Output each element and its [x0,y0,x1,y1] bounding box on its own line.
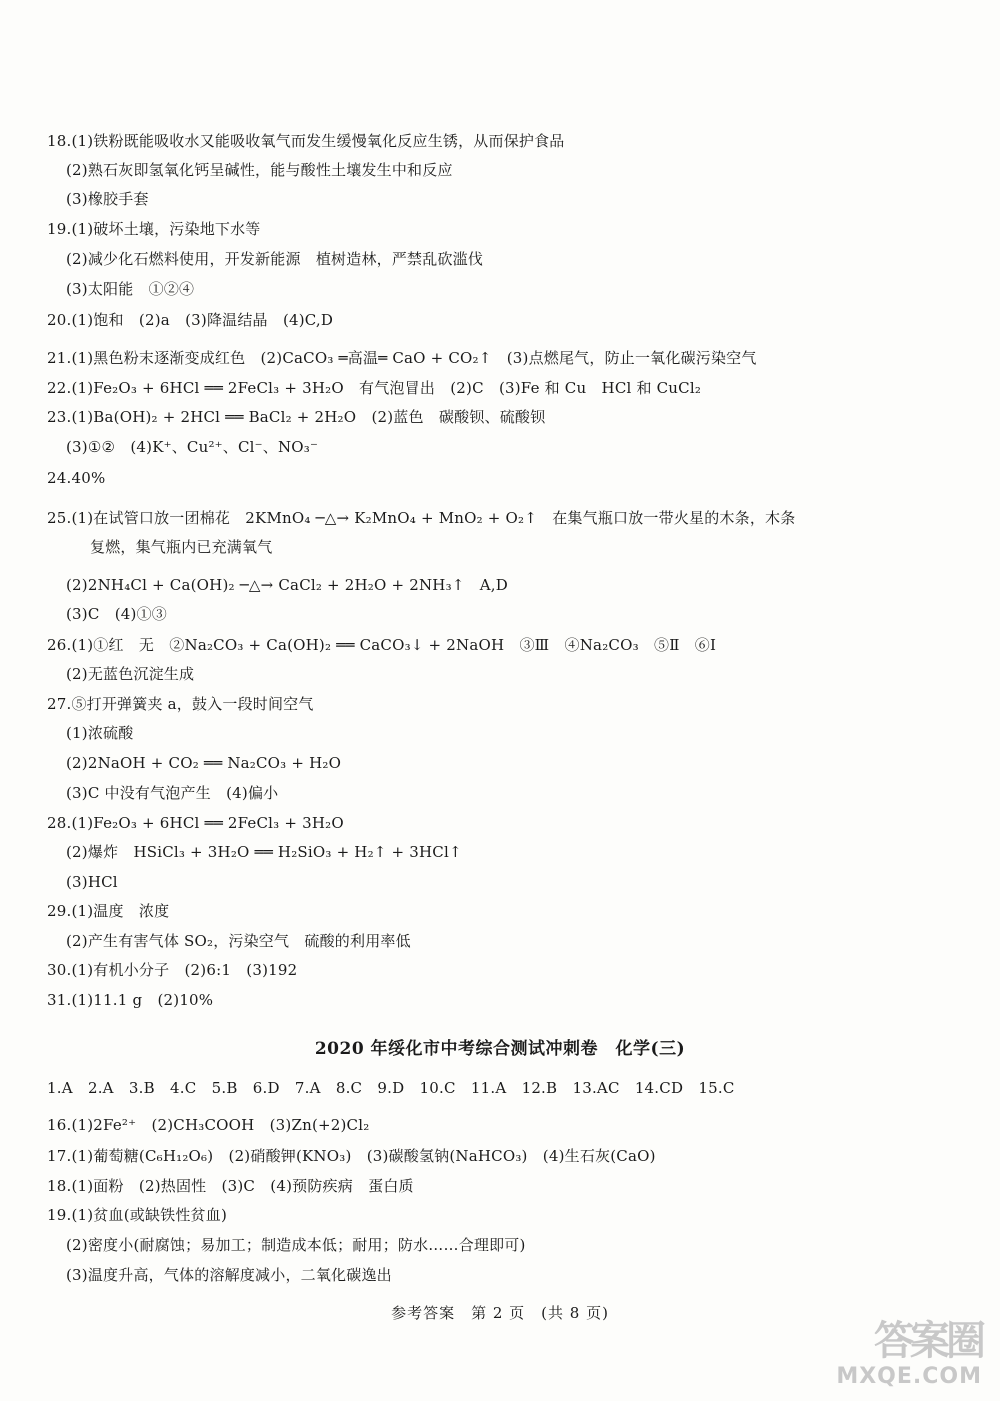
answer-line: (3)太阳能 ①②④ [66,280,195,298]
answer-line: 28.(1)Fe₂O₃ + 6HCl ══ 2FeCl₃ + 3H₂O [47,814,344,832]
answer-line: (1)浓硫酸 [66,724,134,742]
page-footer: 参考答案 第 2 页 (共 8 页) [391,1304,609,1322]
answer-line: 30.(1)有机小分子 (2)6:1 (3)192 [47,961,298,979]
answer-line: 18.(1)面粉 (2)热固性 (3)C (4)预防疾病 蛋白质 [47,1177,414,1195]
answer-line: (2)无蓝色沉淀生成 [66,665,195,683]
answer-line: 21.(1)黑色粉末逐渐变成红色 (2)CaCO₃ ═高温═ CaO + CO₂↑ (3)点燃尾气，防止一氧化碳污染空气 [47,349,757,367]
answer-line: (3)①② (4)K⁺、Cu²⁺、Cl⁻、NO₃⁻ [66,438,319,456]
answer-line: (3)橡胶手套 [66,190,149,208]
watermark [836,1309,982,1389]
answer-line: (2)爆炸 HSiCl₃ + 3H₂O ══ H₂SiO₃ + H₂↑ + 3HCl↑ [66,843,462,861]
answer-line: (2)减少化石燃料使用，开发新能源 植树造林，严禁乱砍滥伐 [66,250,484,268]
answer-line: (3)温度升高，气体的溶解度减小，二氧化碳逸出 [66,1266,392,1284]
section-title: 2020 年绥化市中考综合测试冲刺卷 化学(三) [314,1039,686,1059]
answer-line: (2)产生有害气体 SO₂，污染空气 硫酸的利用率低 [66,932,411,950]
answer-line: (2)密度小(耐腐蚀；易加工；制造成本低；耐用；防水……合理即可) [66,1236,526,1254]
answer-line: 19.(1)破坏土壤，污染地下水等 [47,220,261,238]
answer-line: 19.(1)贫血(或缺铁性贫血) [47,1206,228,1224]
answer-line: (3)C (4)①③ [66,605,167,623]
answer-line: 复燃，集气瓶内已充满氧气 [90,538,273,556]
answer-line: 17.(1)葡萄糖(C₆H₁₂O₆) (2)硝酸钾(KNO₃) (3)碳酸氢钠(NaHCO₃) (4)生石灰(CaO) [47,1147,656,1165]
answer-line: 1.A 2.A 3.B 4.C 5.B 6.D 7.A 8.C 9.D 10.C 11.A 12.B 13.AC 14.CD 15.C [47,1079,735,1097]
answer-line: 29.(1)温度 浓度 [47,902,170,920]
answer-line: (2)2NaOH + CO₂ ══ Na₂CO₃ + H₂O [66,754,342,772]
answer-line: 26.(1)①红 无 ②Na₂CO₃ + Ca(OH)₂ ══ CaCO₃↓ + 2NaOH ③Ⅲ ④Na₂CO₃ ⑤Ⅱ ⑥Ⅰ [47,636,717,654]
answer-line: 31.(1)11.1 g (2)10% [47,991,214,1009]
answer-line: 18.(1)铁粉既能吸收水又能吸收氧气而发生缓慢氧化反应生锈，从而保护食品 [47,132,565,150]
answer-line: (2)2NH₄Cl + Ca(OH)₂ ─△→ CaCl₂ + 2H₂O + 2NH₃↑ A,D [66,576,508,594]
answer-line: 25.(1)在试管口放一团棉花 2KMnO₄ ─△→ K₂MnO₄ + MnO₂ + O₂↑ 在集气瓶口放一带火星的木条，木条 [47,509,796,527]
watermark-url: MXQE.COM [836,1364,982,1389]
answer-line: 20.(1)饱和 (2)a (3)降温结晶 (4)C,D [47,311,334,329]
answer-line: (3)C 中没有气泡产生 (4)偏小 [66,784,279,802]
answer-line: 22.(1)Fe₂O₃ + 6HCl ══ 2FeCl₃ + 3H₂O 有气泡冒出 (2)C (3)Fe 和 Cu HCl 和 CuCl₂ [47,379,702,397]
answer-line: 16.(1)2Fe²⁺ (2)CH₃COOH (3)Zn(+2)Cl₂ [47,1116,370,1134]
answer-line: 23.(1)Ba(OH)₂ + 2HCl ══ BaCl₂ + 2H₂O (2)蓝色 碳酸钡、硫酸钡 [47,408,546,426]
answer-line: (3)HCl [66,873,118,891]
answer-line: 24.40% [47,469,106,487]
answer-line: 27.⑤打开弹簧夹 a，鼓入一段时间空气 [47,695,314,713]
watermark-logo: 答案圈 [874,1318,982,1364]
answer-line: (2)熟石灰即氢氧化钙呈碱性，能与酸性土壤发生中和反应 [66,161,453,179]
